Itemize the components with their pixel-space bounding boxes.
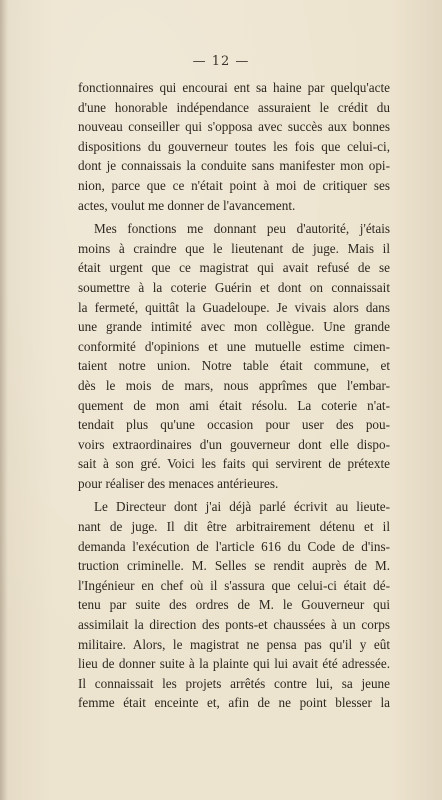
text-line: était urgent que ce magistrat qui avait refusé de se — [78, 260, 390, 276]
text-line: dès le mois de mars, nous apprîmes que l'embar- — [78, 377, 390, 393]
text-line: d'une honorable indépendance assuraient le crédit du — [78, 99, 390, 115]
text-line: truction criminelle. M. Selles se rendit auprès de M. — [78, 558, 390, 574]
text-line: nant de juge. Il dit être arbitrairement détenu et il — [78, 519, 390, 535]
text-line: moins à craindre que le lieutenant de juge. Mais il — [78, 240, 390, 256]
body-text — [78, 78, 390, 713]
text-line: dont je connaissais la conduite sans manifester mon opi- — [78, 158, 390, 174]
text-line: tendait plus qu'une occasion pour user des pou- — [78, 417, 390, 433]
text-line: Il connaissait les projets arrêtés contre lui, sa jeune — [78, 675, 390, 691]
page-number-header: — 12 — — [192, 54, 250, 69]
spine-shadow — [0, 0, 8, 800]
text-line: la fermeté, quittât la Guadeloupe. Je vivais alors dans — [78, 299, 390, 315]
text-line: assimilait la direction des ponts-et chaussées à un corps — [78, 617, 390, 633]
text-line: militaire. Alors, le magistrat ne pensa pas qu'il y eût — [78, 636, 390, 652]
text-line: demanda l'exécution de l'article 616 du Code de d'ins- — [78, 538, 390, 554]
text-line: tenu par suite des ordres de M. le Gouverneur qui — [78, 597, 390, 613]
text-line: fonctionnaires qui encourai ent sa haine par quelqu'acte — [78, 80, 390, 95]
text-line: lieu de donner suite à la plainte qui lui avait été adressée. — [78, 656, 390, 672]
text-line: une grande intimité avec mon collègue. Une grande — [78, 319, 390, 335]
paragraph-2 — [78, 219, 390, 493]
text-line: Le Directeur dont j'ai déjà parlé écrivit au lieute- — [94, 499, 390, 515]
text-line: sait à son gré. Voici les faits qui servirent de prétexte — [78, 456, 390, 472]
text-line: actes, voulut me donner de l'avancement. — [78, 197, 296, 213]
text-line: conformité d'opinions et une mutuelle estime cimen- — [78, 338, 390, 354]
text-line: pour réaliser des menaces antérieures. — [78, 475, 279, 491]
paragraph-1 — [78, 78, 390, 215]
text-line: femme était enceinte et, afin de ne point blesser la — [78, 695, 390, 711]
text-line: nion, parce que ce n'était point à moi de critiquer ses — [78, 177, 390, 193]
text-line: l'Ingénieur en chef où il s'assura que celui-ci était dé- — [78, 577, 390, 593]
text-line: Mes fonctions me donnant peu d'autorité, j'étais — [94, 221, 390, 237]
text-line: voirs extraordinaires d'un gouverneur dont elle dispo- — [78, 436, 390, 452]
text-line: dispositions du gouverneur toutes les fois que celui-ci, — [78, 138, 390, 154]
text-line: taient notre union. Notre table était commune, et — [78, 358, 390, 374]
paragraph-3 — [78, 497, 390, 713]
text-line: soumettre à la coterie Guérin et dont on connaissait — [78, 279, 390, 295]
text-line: quement de mon ami était résolu. La coterie n'at- — [78, 397, 390, 413]
text-line: nouveau conseiller qui s'opposa avec succès aux bonnes — [78, 119, 390, 135]
